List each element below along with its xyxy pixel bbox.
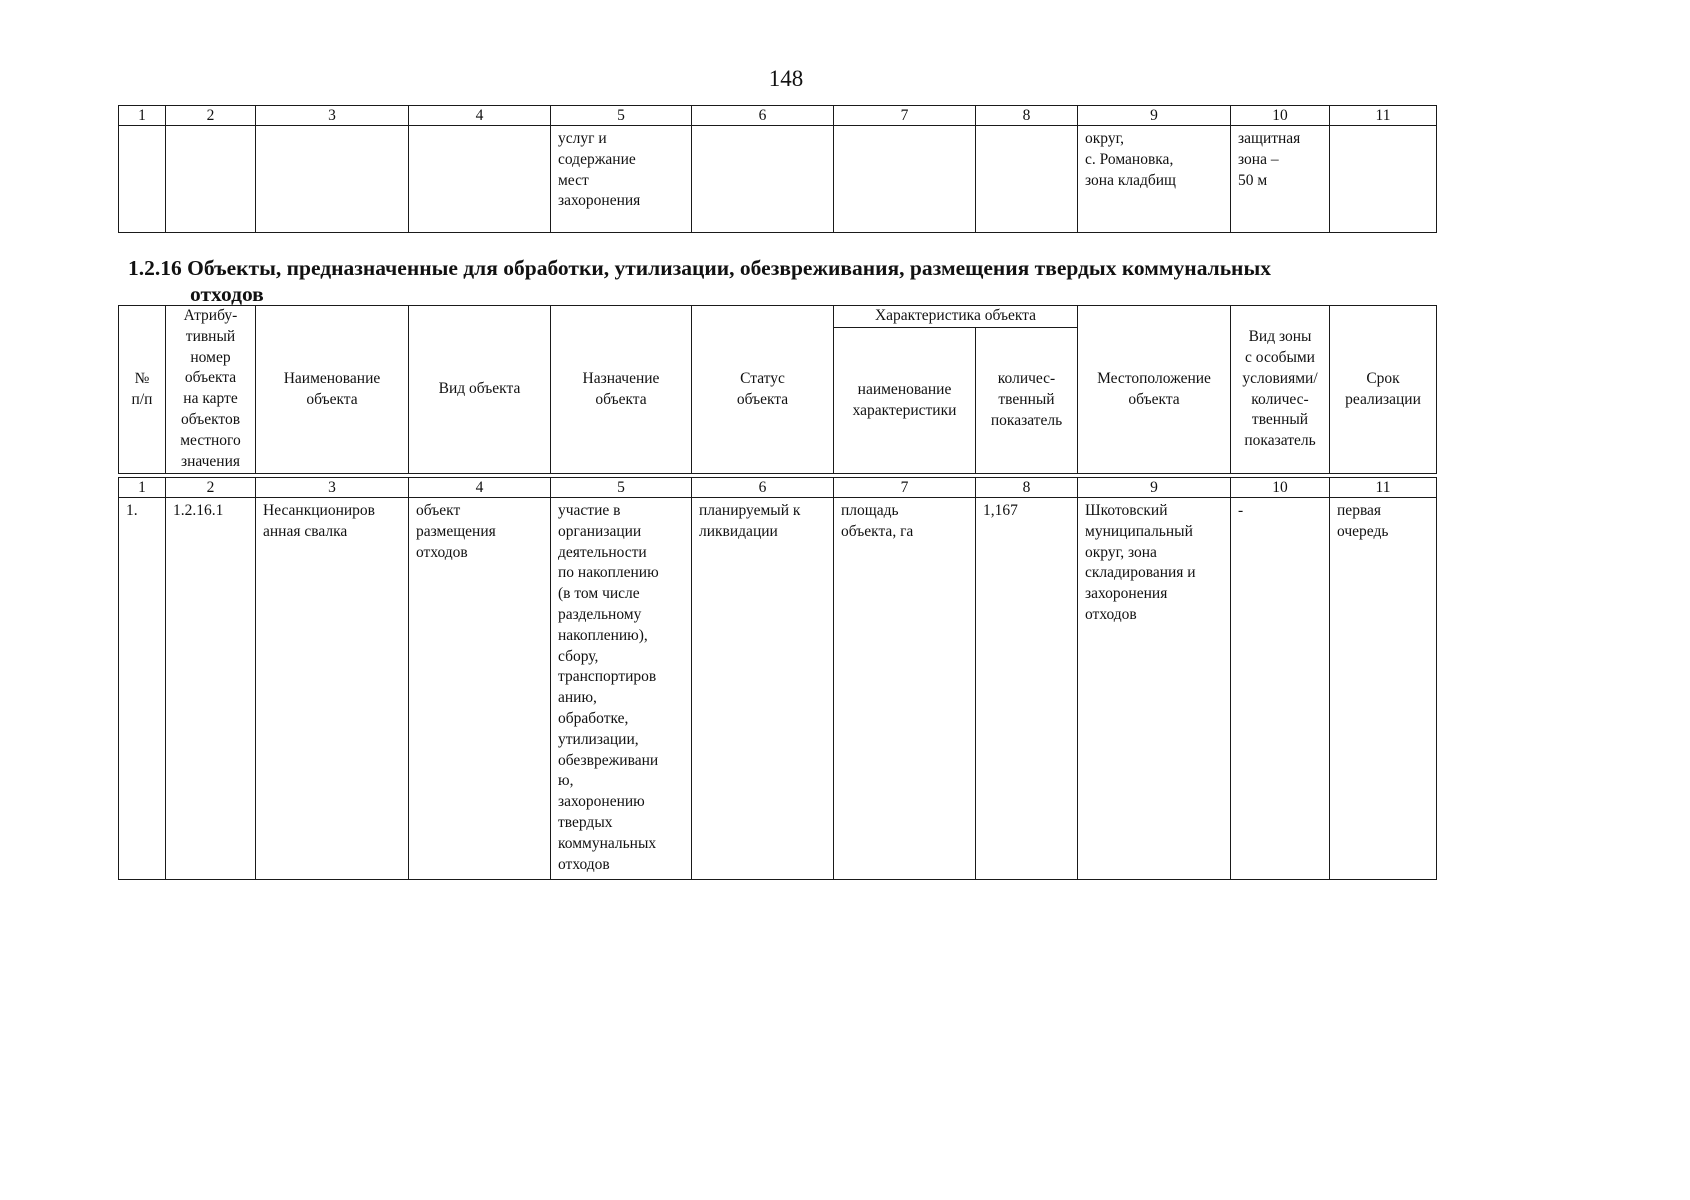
location-cell: округ, с. Романовка, зона кладбищ xyxy=(1078,126,1231,233)
zone-cell: - xyxy=(1231,498,1330,880)
column-number: 9 xyxy=(1078,106,1231,126)
column-number: 4 xyxy=(409,106,551,126)
column-number: 6 xyxy=(692,106,834,126)
column-number: 1 xyxy=(119,478,166,498)
column-number: 8 xyxy=(976,106,1078,126)
column-number: 8 xyxy=(976,478,1078,498)
row-number-cell: 1. xyxy=(119,498,166,880)
continuation-table xyxy=(118,105,1437,233)
status-cell: планируемый к ликвидации xyxy=(692,498,834,880)
header-no: № п/п xyxy=(119,306,166,474)
column-number: 7 xyxy=(834,478,976,498)
column-number: 7 xyxy=(834,106,976,126)
header-status: Статус объекта xyxy=(692,306,834,474)
column-number: 1 xyxy=(119,106,166,126)
header-term: Срок реализации xyxy=(1330,306,1437,474)
header-zone: Вид зоны с особыми условиями/ количес- твенный показатель xyxy=(1231,306,1330,474)
column-number: 3 xyxy=(256,106,409,126)
column-number-row xyxy=(119,478,1437,498)
column-number: 6 xyxy=(692,478,834,498)
header-purpose: Назначение объекта xyxy=(551,306,692,474)
column-number: 10 xyxy=(1231,106,1330,126)
page-number: 148 xyxy=(768,66,804,91)
column-number-row xyxy=(119,106,1437,126)
section-title xyxy=(128,255,1428,307)
location-cell: Шкотовский муниципальный округ, зона складирования и захоронения отходов xyxy=(1078,498,1231,880)
objects-table xyxy=(118,305,1437,880)
table-cell xyxy=(976,126,1078,233)
column-number: 5 xyxy=(551,106,692,126)
column-number: 10 xyxy=(1231,478,1330,498)
header-char-name: наименование характеристики xyxy=(834,328,976,474)
table-row xyxy=(119,498,1437,880)
char-name-cell: площадь объекта, га xyxy=(834,498,976,880)
header-type: Вид объекта xyxy=(409,306,551,474)
table-cell xyxy=(256,126,409,233)
zone-cell: защитная зона – 50 м xyxy=(1231,126,1330,233)
header-name: Наименование объекта xyxy=(256,306,409,474)
header-location: Местоположение объекта xyxy=(1078,306,1231,474)
section-title-line: отходов xyxy=(190,282,264,306)
column-number: 3 xyxy=(256,478,409,498)
header-attr-number: Атрибу- тивный номер объекта на карте объектов местного значения xyxy=(166,306,256,474)
column-number: 11 xyxy=(1330,478,1437,498)
column-number: 11 xyxy=(1330,106,1437,126)
table-row xyxy=(119,126,1437,233)
header-char-value: количес- твенный показатель xyxy=(976,328,1078,474)
purpose-cell: услуг и содержание мест захоронения xyxy=(551,126,692,233)
char-value-cell: 1,167 xyxy=(976,498,1078,880)
table-cell xyxy=(119,126,166,233)
column-number: 5 xyxy=(551,478,692,498)
table-cell xyxy=(834,126,976,233)
column-number: 9 xyxy=(1078,478,1231,498)
term-cell: первая очередь xyxy=(1330,498,1437,880)
column-number: 2 xyxy=(166,478,256,498)
table-cell xyxy=(166,126,256,233)
table-cell xyxy=(409,126,551,233)
name-cell: Несанкциониров анная свалка xyxy=(256,498,409,880)
attr-number-cell: 1.2.16.1 xyxy=(166,498,256,880)
type-cell: объект размещения отходов xyxy=(409,498,551,880)
header-characteristics: Характеристика объекта xyxy=(834,306,1078,328)
section-title-line: 1.2.16 Объекты, предназначенные для обработки, утилизации, обезвреживания, размещения твердых коммунальных xyxy=(128,256,1271,280)
column-number: 2 xyxy=(166,106,256,126)
header-row xyxy=(119,306,1437,328)
purpose-cell: участие в организации деятельности по накоплению (в том числе раздельному накоплению), сбору, транспортиров анию, обработке, утилизации, обезвреживани ю, захоронению твердых коммунальных отходов xyxy=(551,498,692,880)
table-cell xyxy=(1330,126,1437,233)
column-number: 4 xyxy=(409,478,551,498)
table-cell xyxy=(692,126,834,233)
